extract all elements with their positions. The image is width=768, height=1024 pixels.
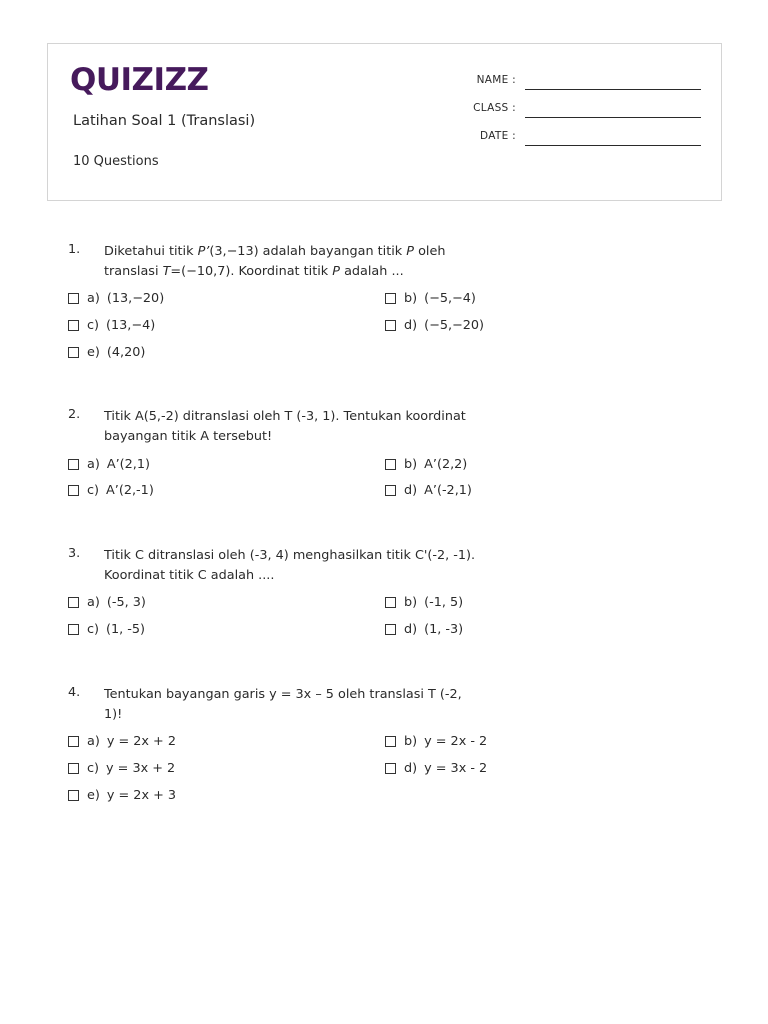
option-a[interactable]: a) (13,−20) xyxy=(68,290,164,306)
checkbox[interactable] xyxy=(68,320,79,331)
question-number: 2. xyxy=(68,407,81,422)
checkbox[interactable] xyxy=(68,347,79,358)
checkbox[interactable] xyxy=(385,459,396,470)
page-title: Latihan Soal 1 (Translasi) xyxy=(73,113,256,129)
question-text: Titik A(5,-2) ditranslasi oleh T (-3, 1). Tentukan koordinat bayangan titik A tersebut! xyxy=(104,409,466,444)
question-text: Titik C ditranslasi oleh (-3, 4) menghasilkan titik C'(-2, -1). Koordinat titik C adalah .... xyxy=(104,548,476,583)
checkbox[interactable] xyxy=(385,624,396,635)
question-number: 3. xyxy=(68,546,81,561)
date-label: DATE : xyxy=(480,130,516,142)
worksheet-header xyxy=(47,43,722,201)
checkbox[interactable] xyxy=(385,293,396,304)
name-label: NAME : xyxy=(476,74,516,86)
option-a[interactable]: a) y = 2x + 2 xyxy=(68,733,176,749)
option-b[interactable]: b) A’(2,2) xyxy=(385,456,467,472)
option-d[interactable]: d) (−5,−20) xyxy=(385,317,484,333)
question-count: 10 Questions xyxy=(73,154,159,169)
question-text: Diketahui titik P’(3,−13) adalah bayangan titik P oleh translasi T=(−10,7). Koordinat titik P adalah ... xyxy=(104,244,446,279)
checkbox[interactable] xyxy=(68,485,79,496)
checkbox[interactable] xyxy=(68,293,79,304)
question-text: Tentukan bayangan garis y = 3x – 5 oleh translasi T (-2, 1)! xyxy=(104,687,462,722)
option-a[interactable]: a) A’(2,1) xyxy=(68,456,150,472)
checkbox[interactable] xyxy=(385,597,396,608)
class-field[interactable] xyxy=(456,102,701,118)
option-d[interactable]: d) A’(-2,1) xyxy=(385,482,472,498)
class-label: CLASS : xyxy=(473,102,516,114)
checkbox[interactable] xyxy=(385,736,396,747)
checkbox[interactable] xyxy=(68,597,79,608)
checkbox[interactable] xyxy=(385,485,396,496)
checkbox[interactable] xyxy=(68,736,79,747)
option-e[interactable]: e) y = 2x + 3 xyxy=(68,787,176,803)
checkbox[interactable] xyxy=(68,459,79,470)
option-c[interactable]: c) (13,−4) xyxy=(68,317,155,333)
checkbox[interactable] xyxy=(385,320,396,331)
option-c[interactable]: c) y = 3x + 2 xyxy=(68,760,175,776)
name-field[interactable] xyxy=(456,74,701,90)
option-d[interactable]: d) y = 3x - 2 xyxy=(385,760,487,776)
option-e[interactable]: e) (4,20) xyxy=(68,344,145,360)
option-a[interactable]: a) (-5, 3) xyxy=(68,594,146,610)
option-b[interactable]: b) (−5,−4) xyxy=(385,290,476,306)
option-c[interactable]: c) A’(2,-1) xyxy=(68,482,154,498)
checkbox[interactable] xyxy=(385,763,396,774)
quizizz-logo: QUIZIZZ xyxy=(70,62,209,98)
checkbox[interactable] xyxy=(68,790,79,801)
option-d[interactable]: d) (1, -3) xyxy=(385,621,463,637)
date-field[interactable] xyxy=(456,130,701,146)
option-c[interactable]: c) (1, -5) xyxy=(68,621,145,637)
checkbox[interactable] xyxy=(68,624,79,635)
class-line[interactable] xyxy=(525,117,701,118)
question-number: 4. xyxy=(68,685,81,700)
date-line[interactable] xyxy=(525,145,701,146)
checkbox[interactable] xyxy=(68,763,79,774)
name-line[interactable] xyxy=(525,89,701,90)
option-b[interactable]: b) y = 2x - 2 xyxy=(385,733,487,749)
question-number: 1. xyxy=(68,242,81,257)
option-b[interactable]: b) (-1, 5) xyxy=(385,594,463,610)
